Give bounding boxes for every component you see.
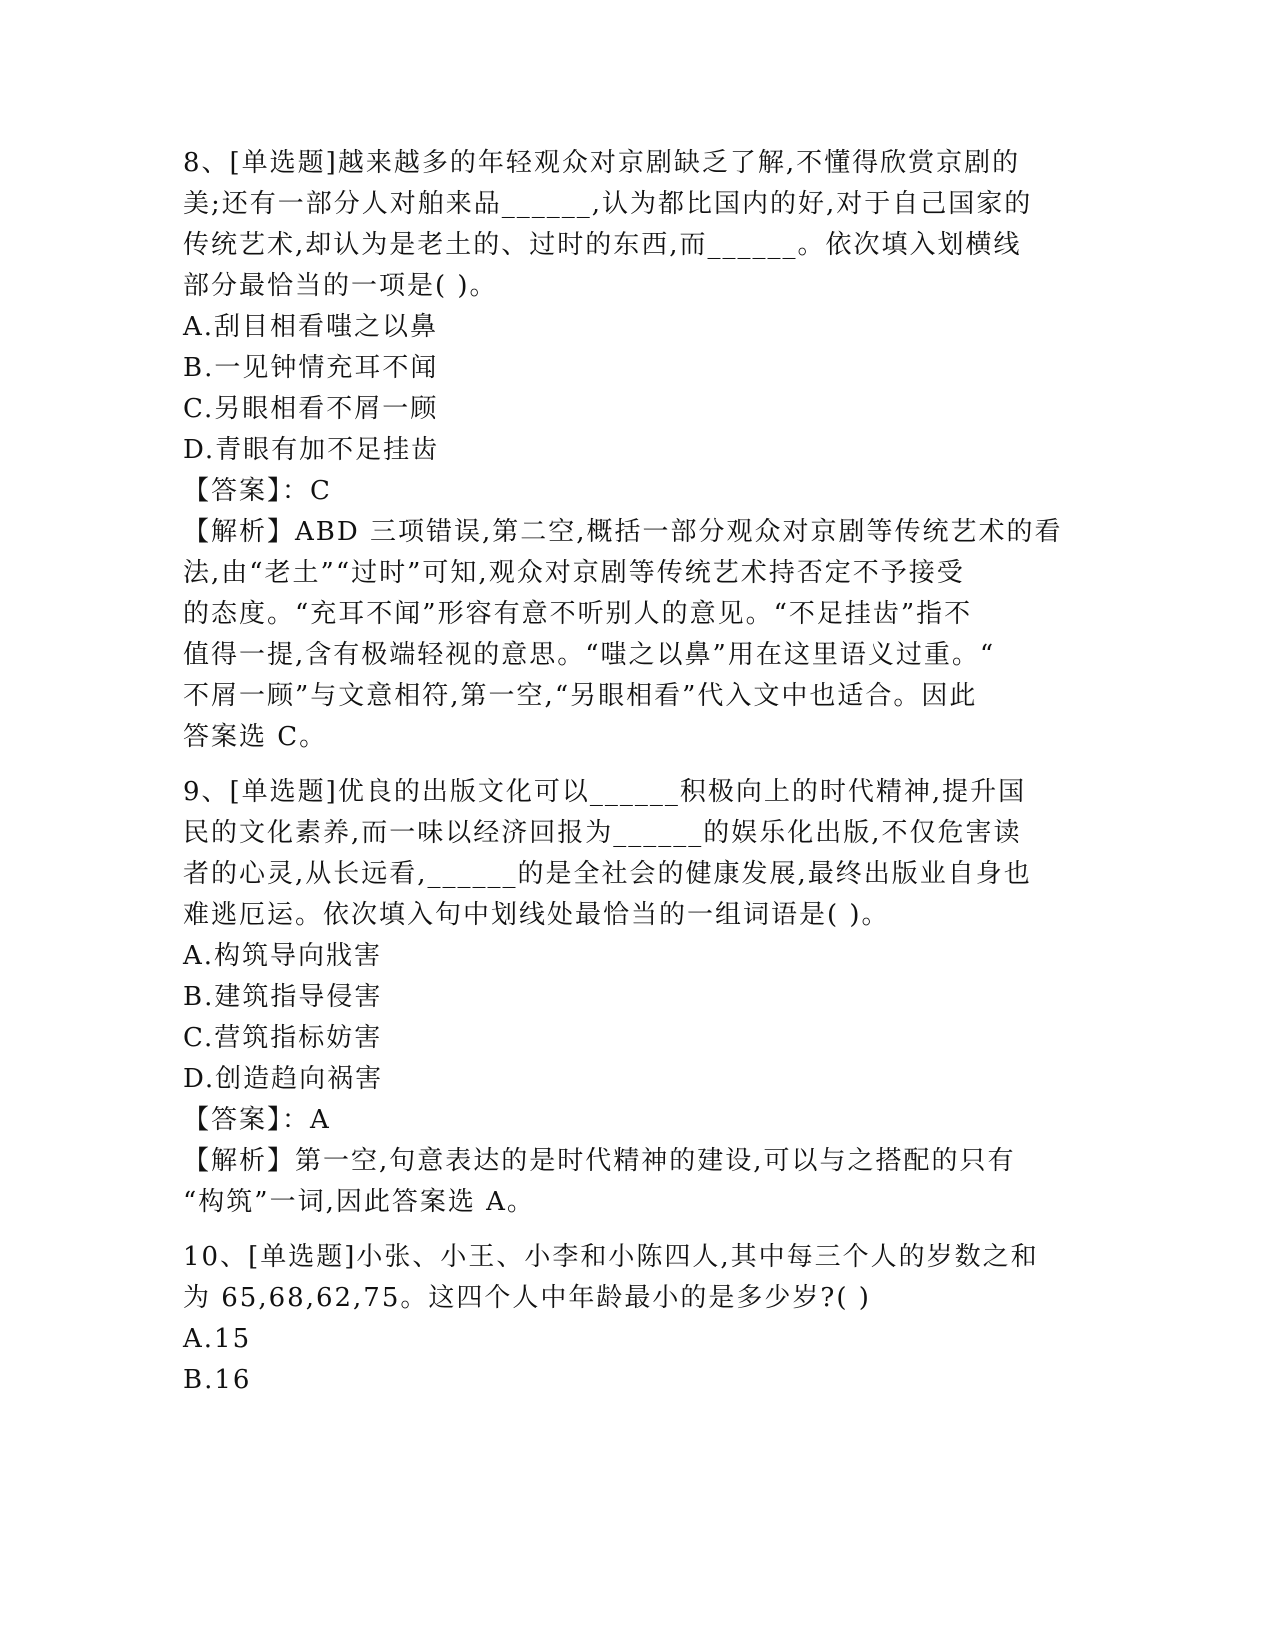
option-c: C.另眼相看不屑一顾: [183, 394, 439, 424]
option-b: B.16: [183, 1365, 252, 1395]
question-9: [183, 772, 1083, 1223]
analysis-line: 法,由“老土”“过时”可知,观众对京剧等传统艺术持否定不予接受: [183, 558, 965, 588]
question-stem-line: 9、[单选题]优良的出版文化可以______积极向上的时代精神,提升国: [183, 777, 1027, 807]
question-stem-line: 难逃厄运。依次填入句中划线处最恰当的一组词语是( )。: [183, 900, 890, 930]
analysis-line: “构筑”一词,因此答案选 A。: [183, 1187, 535, 1217]
spacer: [183, 1223, 1083, 1237]
question-stem-line: 部分最恰当的一项是( )。: [183, 271, 498, 301]
document-page: [183, 143, 1083, 1401]
option-b: B.建筑指导侵害: [183, 982, 383, 1012]
question-8: [183, 143, 1083, 758]
option-a: A.15: [183, 1324, 252, 1354]
option-b: B.一见钟情充耳不闻: [183, 353, 439, 383]
option-a: A.刮目相看嗤之以鼻: [183, 312, 439, 342]
analysis-line: 答案选 C。: [183, 722, 328, 752]
analysis-line: 不屑一顾”与文意相符,第一空,“另眼相看”代入文中也适合。因此: [183, 681, 978, 711]
question-stem-line: 为 65,68,62,75。这四个人中年龄最小的是多少岁?( ): [183, 1283, 871, 1313]
spacer: [183, 758, 1083, 772]
question-stem-line: 10、[单选题]小张、小王、小李和小陈四人,其中每三个人的岁数之和: [183, 1242, 1039, 1272]
answer-line: 【答案】：A: [183, 1105, 331, 1135]
question-10: [183, 1237, 1083, 1401]
question-stem-line: 传统艺术,却认为是老土的、过时的东西,而______。依次填入划横线: [183, 230, 1022, 260]
analysis-line: 【解析】第一空,句意表达的是时代精神的建设,可以与之搭配的只有: [183, 1146, 1016, 1176]
question-stem-line: 美;还有一部分人对舶来品______,认为都比国内的好,对于自己国家的: [183, 189, 1033, 219]
question-stem-line: 8、[单选题]越来越多的年轻观众对京剧缺乏了解,不懂得欣赏京剧的: [183, 148, 1021, 178]
analysis-line: 值得一提,含有极端轻视的意思。“嗤之以鼻”用在这里语义过重。“: [183, 640, 996, 670]
option-c: C.营筑指标妨害: [183, 1023, 383, 1053]
option-d: D.青眼有加不足挂齿: [183, 435, 440, 465]
analysis-line: 【解析】ABD 三项错误,第二空,概括一部分观众对京剧等传统艺术的看: [183, 517, 1063, 547]
option-d: D.创造趋向祸害: [183, 1064, 384, 1094]
analysis-line: 的态度。“充耳不闻”形容有意不听别人的意见。“不足挂齿”指不: [183, 599, 973, 629]
question-stem-line: 民的文化素养,而一味以经济回报为______的娱乐化出版,不仅危害读: [183, 818, 1022, 848]
question-stem-line: 者的心灵,从长远看,______的是全社会的健康发展,最终出版业自身也: [183, 859, 1032, 889]
option-a: A.构筑导向戕害: [183, 941, 383, 971]
answer-line: 【答案】：C: [183, 476, 332, 506]
